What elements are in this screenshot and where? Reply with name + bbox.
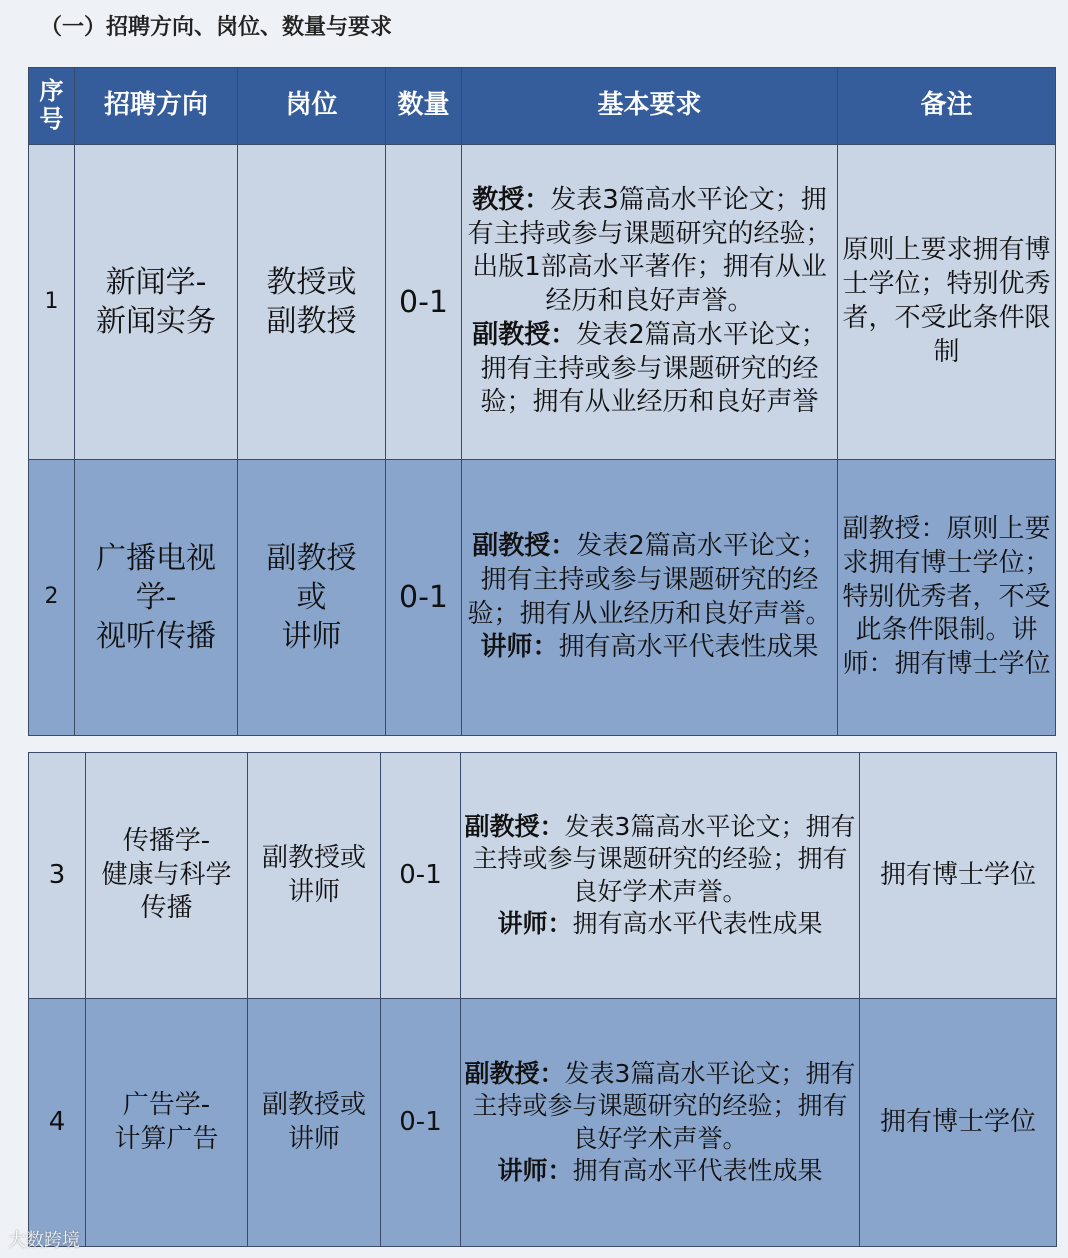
position-line: 讲师 — [287, 1123, 340, 1154]
watermark: 大数跨境 — [8, 1230, 80, 1251]
requirement-role: 副教授： — [472, 530, 577, 561]
row-requirements — [461, 999, 860, 1247]
position-line: 讲师 — [281, 619, 342, 654]
row-requirements — [462, 145, 838, 460]
row-direction — [86, 753, 248, 999]
recruitment-table-part-1 — [28, 67, 1056, 736]
row-index: 1 — [29, 145, 75, 460]
requirement-role: 讲师： — [497, 1156, 573, 1185]
requirement-text: 发表2篇高水平论文；拥有主持或参与课题研究的经验；拥有从业经历和良好声誉。 — [467, 530, 832, 629]
direction-line: 新闻学- — [105, 265, 207, 300]
requirement-role: 副教授： — [472, 319, 577, 350]
position-line: 讲师 — [287, 876, 340, 907]
position-line: 副教授或 — [261, 842, 366, 873]
row-index: 3 — [29, 753, 86, 999]
position-line: 或 — [296, 580, 327, 615]
table-header-row — [29, 68, 1056, 145]
position-line: 副教授 — [266, 304, 357, 339]
row-index: 2 — [29, 460, 75, 736]
direction-line: 计算广告 — [114, 1123, 219, 1154]
position-line: 副教授 — [266, 541, 357, 576]
row-note: 拥有博士学位 — [860, 999, 1057, 1247]
requirement-text: 拥有高水平代表性成果 — [558, 632, 819, 663]
table-row — [29, 753, 1057, 999]
recruitment-table-part-2 — [28, 752, 1057, 1247]
row-position — [238, 460, 386, 736]
requirement-text: 拥有高水平代表性成果 — [572, 1156, 823, 1185]
row-requirements — [461, 753, 860, 999]
row-position — [248, 999, 381, 1247]
table-row — [29, 460, 1056, 736]
row-position — [248, 753, 381, 999]
row-direction — [86, 999, 248, 1247]
requirement-text: 发表3篇高水平论文；拥有主持或参与课题研究的经验；拥有良好学术声誉。 — [472, 1058, 856, 1153]
table-row — [29, 145, 1056, 460]
requirement-role: 讲师： — [497, 909, 573, 938]
requirement-role: 教授： — [472, 184, 551, 215]
header-index: 序号 — [29, 68, 75, 145]
header-note: 备注 — [838, 68, 1056, 145]
position-line: 副教授或 — [261, 1089, 366, 1120]
direction-line: 广播电视 — [96, 541, 216, 576]
direction-line: 广告学- — [122, 1089, 211, 1120]
row-position — [238, 145, 386, 460]
row-direction — [75, 145, 238, 460]
requirement-text: 拥有高水平代表性成果 — [572, 909, 823, 938]
header-direction: 招聘方向 — [75, 68, 238, 145]
direction-line: 新闻实务 — [96, 304, 216, 339]
row-index: 4 — [29, 999, 86, 1247]
position-line: 教授或 — [266, 265, 357, 300]
header-position: 岗位 — [238, 68, 386, 145]
direction-line: 视听传播 — [96, 619, 216, 654]
row-requirements — [462, 460, 838, 736]
row-note: 副教授：原则上要求拥有博士学位；特别优秀者，不受此条件限制。讲师：拥有博士学位 — [838, 460, 1056, 736]
table-row — [29, 999, 1057, 1247]
requirement-role: 副教授： — [464, 811, 565, 841]
row-note: 原则上要求拥有博士学位；特别优秀者，不受此条件限制 — [838, 145, 1056, 460]
header-count: 数量 — [386, 68, 462, 145]
section-heading: （一）招聘方向、岗位、数量与要求 — [40, 15, 393, 40]
requirement-role: 讲师： — [480, 632, 559, 663]
direction-line: 传播学- — [122, 825, 211, 856]
row-count: 0-1 — [386, 145, 462, 460]
direction-line: 健康与科学 — [101, 859, 232, 890]
row-note: 拥有博士学位 — [860, 753, 1057, 999]
direction-line: 学- — [135, 580, 177, 615]
requirement-text: 发表3篇高水平论文；拥有主持或参与课题研究的经验；拥有良好学术声誉。 — [472, 811, 856, 906]
requirement-text: 发表2篇高水平论文；拥有主持或参与课题研究的经验；拥有从业经历和良好声誉 — [480, 319, 827, 418]
header-requirements: 基本要求 — [462, 68, 838, 145]
row-count: 0-1 — [381, 999, 461, 1247]
row-count: 0-1 — [386, 460, 462, 736]
requirement-text: 发表3篇高水平论文；拥有主持或参与课题研究的经验；出版1部高水平著作；拥有从业经历和良好声誉。 — [467, 184, 832, 317]
requirement-role: 副教授： — [464, 1058, 565, 1088]
row-count: 0-1 — [381, 753, 461, 999]
direction-line: 传播 — [140, 893, 193, 924]
row-direction — [75, 460, 238, 736]
